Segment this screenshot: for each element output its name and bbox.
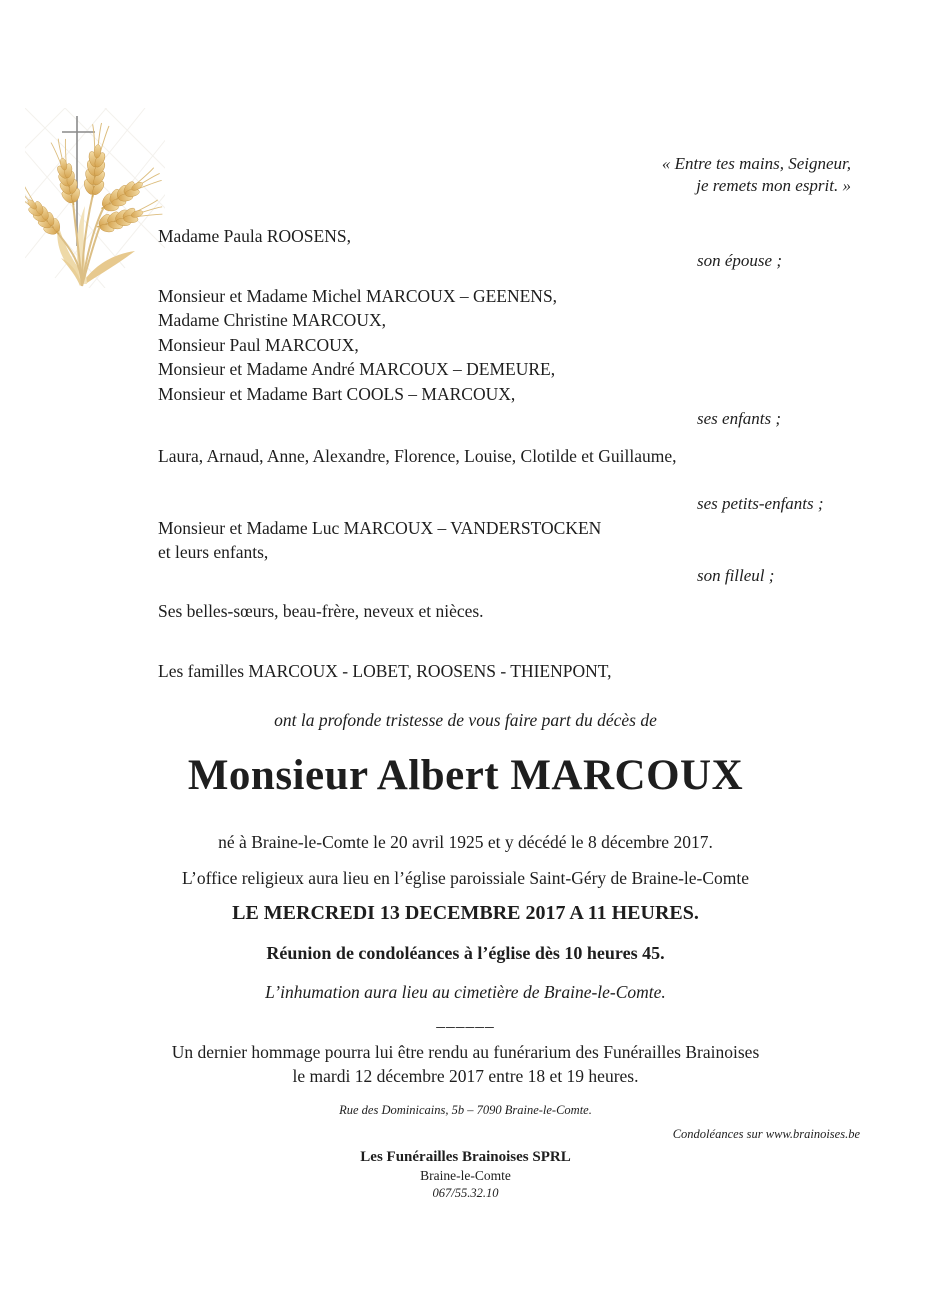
relative-name: Monsieur et Madame Luc MARCOUX – VANDERSTOCKEN xyxy=(158,518,602,538)
birth-death-line: né à Braine-le-Comte le 20 avril 1925 et y décédé le 8 décembre 2017. xyxy=(218,832,713,852)
relative-name: et leurs enfants, xyxy=(158,542,269,563)
relation-label-children: ses enfants ; xyxy=(697,409,782,428)
burial-line: L’inhumation aura lieu au cimetière de Braine-le-Comte. xyxy=(265,982,666,1002)
quote-line-2: je remets mon esprit. » xyxy=(696,175,851,195)
announcement-line: ont la profonde tristesse de vous faire part du décès de xyxy=(274,710,657,730)
relative-name: Laura, Arnaud, Anne, Alexandre, Florence, Louise, Clotilde et Guillaume, xyxy=(158,446,677,466)
separator-dashes: –––––– xyxy=(436,1016,495,1036)
relative-name: Ses belles-sœurs, beau-frère, neveux et nièces. xyxy=(158,601,484,621)
funeral-home-city: Braine-le-Comte xyxy=(420,1168,511,1183)
quote-line-1: « Entre tes mains, Seigneur, xyxy=(661,154,851,173)
funeral-home-name: Les Funérailles Brainoises SPRL xyxy=(360,1149,571,1165)
relation-label-spouse: son épouse ; xyxy=(697,251,782,270)
deceased-name-title: Monsieur Albert MARCOUX xyxy=(187,752,744,799)
relative-name: Madame Paula ROOSENS, xyxy=(158,226,351,246)
relative-name: Madame Christine MARCOUX, xyxy=(158,310,386,331)
relatives-godson-block xyxy=(158,516,601,565)
tribute-block xyxy=(0,1040,931,1089)
wheat-cross-emblem xyxy=(25,108,165,288)
relative-name: Monsieur et Madame Michel MARCOUX – GEENENS, xyxy=(158,286,558,306)
relative-name: Monsieur et Madame André MARCOUX – DEMEURE, xyxy=(158,359,556,380)
tribute-line-1: Un dernier hommage pourra lui être rendu au funérarium des Funérailles Brainoises xyxy=(171,1042,760,1062)
watermark-lattice xyxy=(25,108,165,288)
wheat-ears xyxy=(25,122,165,241)
relative-name: Monsieur et Madame Bart COOLS – MARCOUX, xyxy=(158,383,516,404)
ceremony-date-line: LE MERCREDI 13 DECEMBRE 2017 A 11 HEURES. xyxy=(232,902,699,924)
online-condolences-line: Condoléances sur www.brainoises.be xyxy=(672,1127,860,1141)
relation-label-godson: son filleul ; xyxy=(697,566,775,585)
wheat-cross-graphic xyxy=(25,108,165,288)
religious-quote xyxy=(662,153,851,196)
relative-name: Monsieur Paul MARCOUX, xyxy=(158,334,359,355)
relatives-children-block xyxy=(158,284,557,406)
tribute-line-2: le mardi 12 décembre 2017 entre 18 et 19 heures. xyxy=(292,1066,639,1087)
funeral-home-address: Rue des Dominicains, 5b – 7090 Braine-le-Comte. xyxy=(339,1103,592,1117)
relation-label-grandchildren: ses petits-enfants ; xyxy=(697,494,824,513)
condolence-meeting-line: Réunion de condoléances à l’église dès 10 heures 45. xyxy=(266,943,665,963)
families-line: Les familles MARCOUX - LOBET, ROOSENS - THIENPONT, xyxy=(158,661,612,681)
office-line: L’office religieux aura lieu en l’église paroissiale Saint-Géry de Braine-le-Comte xyxy=(181,868,750,888)
funeral-home-phone: 067/55.32.10 xyxy=(432,1186,499,1200)
